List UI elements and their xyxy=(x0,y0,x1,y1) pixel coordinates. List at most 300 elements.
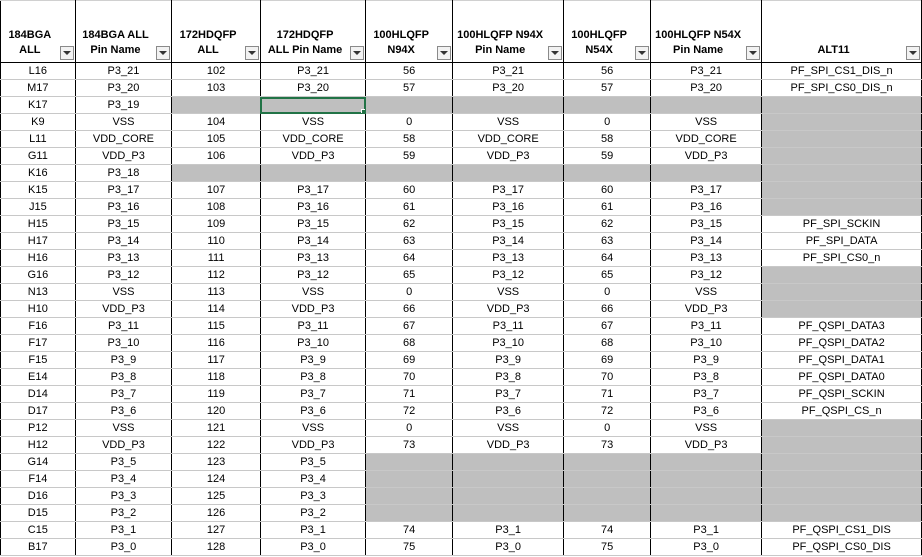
table-cell[interactable]: P3_21 xyxy=(260,63,365,80)
filter-dropdown-button[interactable] xyxy=(906,46,920,60)
table-cell[interactable]: 58 xyxy=(366,131,453,148)
table-cell[interactable]: VSS xyxy=(260,114,365,131)
table-cell[interactable]: P3_6 xyxy=(651,403,762,420)
table-row xyxy=(1,165,922,182)
table-row xyxy=(1,454,922,471)
table-cell[interactable]: PF_SPI_CS1_DIS_n xyxy=(762,63,922,80)
table-cell[interactable]: 73 xyxy=(564,437,651,454)
table-cell[interactable]: P3_8 xyxy=(453,369,564,386)
table-cell[interactable]: P3_9 xyxy=(260,352,365,369)
table-cell[interactable]: VSS xyxy=(453,284,564,301)
table-cell[interactable]: P3_1 xyxy=(651,522,762,539)
table-cell[interactable]: P3_5 xyxy=(75,454,172,471)
table-cell[interactable]: 121 xyxy=(172,420,261,437)
table-cell[interactable]: P3_18 xyxy=(75,165,172,182)
filter-dropdown-button[interactable] xyxy=(437,46,451,60)
table-cell[interactable]: 110 xyxy=(172,233,261,250)
table-row xyxy=(1,199,922,216)
table-cell[interactable]: 0 xyxy=(366,114,453,131)
table-row xyxy=(1,301,922,318)
table-cell[interactable] xyxy=(762,97,922,114)
table-cell[interactable]: P3_20 xyxy=(453,80,564,97)
table-cell[interactable]: 65 xyxy=(366,267,453,284)
table-cell[interactable]: P3_15 xyxy=(453,216,564,233)
table-cell[interactable]: H12 xyxy=(1,437,76,454)
table-cell[interactable]: 105 xyxy=(172,131,261,148)
table-cell[interactable]: P3_16 xyxy=(453,199,564,216)
table-cell[interactable]: 68 xyxy=(564,335,651,352)
table-cell[interactable]: P3_6 xyxy=(260,403,365,420)
table-cell[interactable]: C15 xyxy=(1,522,76,539)
table-cell[interactable] xyxy=(762,267,922,284)
table-cell[interactable]: P3_14 xyxy=(260,233,365,250)
table-cell[interactable] xyxy=(762,114,922,131)
table-cell[interactable]: 125 xyxy=(172,488,261,505)
table-cell[interactable]: VSS xyxy=(75,420,172,437)
table-cell[interactable]: P3_10 xyxy=(75,335,172,352)
table-cell[interactable]: P3_6 xyxy=(453,403,564,420)
table-cell[interactable]: VDD_CORE xyxy=(260,131,365,148)
table-cell[interactable] xyxy=(366,471,453,488)
table-cell[interactable] xyxy=(366,505,453,522)
table-cell[interactable]: 71 xyxy=(564,386,651,403)
table-cell[interactable]: PF_SPI_SCKIN xyxy=(762,216,922,233)
table-cell[interactable] xyxy=(453,97,564,114)
table-cell[interactable]: P3_14 xyxy=(453,233,564,250)
table-cell[interactable]: E14 xyxy=(1,369,76,386)
table-cell[interactable]: P3_7 xyxy=(75,386,172,403)
chevron-down-icon xyxy=(159,51,167,55)
table-cell[interactable]: PF_QSPI_SCKIN xyxy=(762,386,922,403)
table-row xyxy=(1,114,922,131)
filter-dropdown-button[interactable] xyxy=(156,46,170,60)
table-cell[interactable]: P3_10 xyxy=(453,335,564,352)
table-cell[interactable]: P3_0 xyxy=(75,539,172,556)
table-cell[interactable]: 68 xyxy=(366,335,453,352)
table-cell[interactable]: P3_21 xyxy=(75,63,172,80)
column-header[interactable] xyxy=(75,1,172,63)
table-cell[interactable]: P3_9 xyxy=(453,352,564,369)
table-cell[interactable]: P3_7 xyxy=(453,386,564,403)
table-cell[interactable]: 69 xyxy=(366,352,453,369)
table-cell[interactable] xyxy=(564,165,651,182)
table-cell[interactable]: G16 xyxy=(1,267,76,284)
table-cell[interactable]: PF_QSPI_CS_n xyxy=(762,403,922,420)
table-cell[interactable]: PF_QSPI_CS1_DIS xyxy=(762,522,922,539)
table-cell[interactable]: P3_20 xyxy=(651,80,762,97)
table-cell[interactable]: L16 xyxy=(1,63,76,80)
table-cell[interactable]: H17 xyxy=(1,233,76,250)
table-cell[interactable]: 102 xyxy=(172,63,261,80)
table-cell[interactable]: P3_21 xyxy=(651,63,762,80)
table-cell[interactable]: 120 xyxy=(172,403,261,420)
table-cell[interactable]: P3_11 xyxy=(75,318,172,335)
table-cell[interactable]: PF_QSPI_DATA3 xyxy=(762,318,922,335)
table-cell[interactable] xyxy=(260,165,365,182)
table-cell[interactable]: VDD_CORE xyxy=(75,131,172,148)
table-cell[interactable]: 62 xyxy=(366,216,453,233)
table-cell[interactable]: VDD_CORE xyxy=(651,131,762,148)
table-cell[interactable] xyxy=(762,182,922,199)
table-cell[interactable]: 122 xyxy=(172,437,261,454)
table-cell[interactable]: D16 xyxy=(1,488,76,505)
table-cell[interactable]: P3_20 xyxy=(260,80,365,97)
table-cell[interactable] xyxy=(651,454,762,471)
table-cell[interactable]: P12 xyxy=(1,420,76,437)
table-cell[interactable]: M17 xyxy=(1,80,76,97)
table-cell[interactable]: P3_11 xyxy=(453,318,564,335)
table-cell[interactable] xyxy=(453,471,564,488)
table-cell[interactable]: P3_11 xyxy=(260,318,365,335)
table-cell[interactable] xyxy=(762,301,922,318)
table-cell[interactable] xyxy=(366,165,453,182)
table-cell[interactable] xyxy=(762,488,922,505)
table-cell[interactable]: P3_2 xyxy=(260,505,365,522)
table-cell[interactable]: 128 xyxy=(172,539,261,556)
table-cell[interactable]: 57 xyxy=(564,80,651,97)
table-cell[interactable]: D15 xyxy=(1,505,76,522)
table-cell[interactable]: P3_11 xyxy=(651,318,762,335)
table-cell[interactable]: 104 xyxy=(172,114,261,131)
table-cell[interactable]: L11 xyxy=(1,131,76,148)
table-cell[interactable]: 115 xyxy=(172,318,261,335)
table-cell[interactable]: 124 xyxy=(172,471,261,488)
table-cell[interactable] xyxy=(651,505,762,522)
table-cell[interactable]: 60 xyxy=(564,182,651,199)
table-cell[interactable]: P3_6 xyxy=(75,403,172,420)
column-header[interactable] xyxy=(1,1,76,63)
table-cell[interactable] xyxy=(453,505,564,522)
table-cell[interactable]: P3_8 xyxy=(651,369,762,386)
table-cell[interactable]: P3_13 xyxy=(260,250,365,267)
filter-dropdown-button[interactable] xyxy=(60,46,74,60)
table-cell[interactable]: VDD_P3 xyxy=(75,148,172,165)
table-cell[interactable]: 0 xyxy=(564,114,651,131)
table-cell[interactable] xyxy=(651,165,762,182)
table-cell[interactable] xyxy=(366,488,453,505)
table-cell[interactable]: 65 xyxy=(564,267,651,284)
table-cell[interactable] xyxy=(453,488,564,505)
table-cell[interactable] xyxy=(762,454,922,471)
table-cell[interactable]: VDD_P3 xyxy=(260,301,365,318)
table-cell[interactable]: 72 xyxy=(564,403,651,420)
table-cell[interactable]: 113 xyxy=(172,284,261,301)
column-header[interactable] xyxy=(366,1,453,63)
table-row xyxy=(1,284,922,301)
table-cell[interactable]: H10 xyxy=(1,301,76,318)
table-cell[interactable]: P3_8 xyxy=(75,369,172,386)
table-cell[interactable]: 117 xyxy=(172,352,261,369)
table-cell[interactable] xyxy=(172,165,261,182)
table-cell[interactable]: 106 xyxy=(172,148,261,165)
table-cell[interactable]: 63 xyxy=(564,233,651,250)
table-cell[interactable]: P3_15 xyxy=(651,216,762,233)
table-cell[interactable]: P3_19 xyxy=(75,97,172,114)
table-cell[interactable]: 66 xyxy=(366,301,453,318)
sheet-body xyxy=(1,63,922,556)
table-cell[interactable]: G14 xyxy=(1,454,76,471)
table-cell[interactable]: 0 xyxy=(564,284,651,301)
table-cell[interactable]: 56 xyxy=(564,63,651,80)
chevron-down-icon xyxy=(63,51,71,55)
table-cell[interactable]: P3_13 xyxy=(453,250,564,267)
table-cell[interactable]: D14 xyxy=(1,386,76,403)
table-cell[interactable]: 69 xyxy=(564,352,651,369)
table-cell[interactable]: P3_21 xyxy=(453,63,564,80)
table-cell[interactable] xyxy=(762,471,922,488)
table-cell[interactable]: P3_3 xyxy=(75,488,172,505)
table-cell[interactable]: P3_1 xyxy=(453,522,564,539)
table-cell[interactable]: P3_12 xyxy=(651,267,762,284)
table-cell[interactable]: H16 xyxy=(1,250,76,267)
table-cell[interactable]: PF_QSPI_DATA2 xyxy=(762,335,922,352)
table-cell[interactable] xyxy=(366,454,453,471)
table-cell[interactable]: 64 xyxy=(564,250,651,267)
table-cell[interactable] xyxy=(564,488,651,505)
table-cell[interactable]: 75 xyxy=(564,539,651,556)
table-cell[interactable] xyxy=(762,165,922,182)
table-cell[interactable] xyxy=(762,284,922,301)
table-cell[interactable]: VDD_P3 xyxy=(651,301,762,318)
column-header[interactable] xyxy=(762,1,922,63)
table-cell[interactable]: P3_17 xyxy=(453,182,564,199)
table-cell[interactable]: PF_QSPI_CS0_DIS xyxy=(762,539,922,556)
table-cell[interactable]: P3_14 xyxy=(75,233,172,250)
table-cell[interactable]: 118 xyxy=(172,369,261,386)
table-cell[interactable] xyxy=(762,420,922,437)
filter-dropdown-button[interactable] xyxy=(746,46,760,60)
column-header-text: ALL xyxy=(19,44,41,56)
table-cell[interactable]: P3_10 xyxy=(260,335,365,352)
table-cell[interactable]: P3_13 xyxy=(75,250,172,267)
table-cell[interactable]: VDD_CORE xyxy=(453,131,564,148)
table-cell[interactable]: 71 xyxy=(366,386,453,403)
table-cell[interactable] xyxy=(564,505,651,522)
table-cell[interactable]: PF_QSPI_DATA1 xyxy=(762,352,922,369)
table-cell[interactable]: P3_12 xyxy=(75,267,172,284)
table-cell[interactable]: P3_14 xyxy=(651,233,762,250)
table-cell[interactable] xyxy=(762,505,922,522)
filter-dropdown-button[interactable] xyxy=(350,46,364,60)
table-cell[interactable]: P3_4 xyxy=(75,471,172,488)
table-cell[interactable]: 111 xyxy=(172,250,261,267)
table-cell[interactable]: P3_4 xyxy=(260,471,365,488)
column-header-text: 184BGA xyxy=(8,29,52,41)
table-cell[interactable]: P3_17 xyxy=(651,182,762,199)
table-cell[interactable]: P3_15 xyxy=(75,216,172,233)
column-header[interactable] xyxy=(564,1,651,63)
table-cell[interactable]: P3_12 xyxy=(453,267,564,284)
table-cell[interactable]: 56 xyxy=(366,63,453,80)
table-cell[interactable] xyxy=(453,454,564,471)
table-cell[interactable] xyxy=(564,471,651,488)
table-cell[interactable] xyxy=(762,199,922,216)
table-cell[interactable]: F16 xyxy=(1,318,76,335)
table-cell[interactable]: 66 xyxy=(564,301,651,318)
table-cell[interactable]: 72 xyxy=(366,403,453,420)
table-cell[interactable]: F17 xyxy=(1,335,76,352)
table-cell[interactable]: 70 xyxy=(564,369,651,386)
table-cell[interactable]: 116 xyxy=(172,335,261,352)
table-cell[interactable]: 103 xyxy=(172,80,261,97)
table-cell[interactable]: H15 xyxy=(1,216,76,233)
table-cell[interactable]: 119 xyxy=(172,386,261,403)
table-cell[interactable]: P3_3 xyxy=(260,488,365,505)
table-cell[interactable]: VDD_P3 xyxy=(260,148,365,165)
filter-dropdown-button[interactable] xyxy=(245,46,259,60)
column-header[interactable] xyxy=(172,1,261,63)
table-cell[interactable]: P3_1 xyxy=(75,522,172,539)
table-cell[interactable]: PF_SPI_CS0_n xyxy=(762,250,922,267)
table-cell[interactable]: P3_17 xyxy=(75,182,172,199)
table-cell[interactable]: K16 xyxy=(1,165,76,182)
table-cell[interactable]: P3_16 xyxy=(260,199,365,216)
table-cell[interactable]: VDD_P3 xyxy=(453,437,564,454)
table-cell[interactable]: P3_1 xyxy=(260,522,365,539)
table-cell[interactable]: 107 xyxy=(172,182,261,199)
table-cell[interactable] xyxy=(564,454,651,471)
table-cell[interactable]: 64 xyxy=(366,250,453,267)
table-cell[interactable]: VSS xyxy=(75,284,172,301)
table-cell[interactable]: P3_15 xyxy=(260,216,365,233)
table-cell[interactable]: 60 xyxy=(366,182,453,199)
table-cell[interactable] xyxy=(651,97,762,114)
table-cell[interactable]: P3_2 xyxy=(75,505,172,522)
table-cell[interactable]: VDD_P3 xyxy=(453,148,564,165)
table-cell[interactable]: 126 xyxy=(172,505,261,522)
table-cell[interactable]: 114 xyxy=(172,301,261,318)
table-cell[interactable]: VSS xyxy=(453,114,564,131)
table-cell[interactable] xyxy=(651,488,762,505)
table-cell[interactable]: 74 xyxy=(366,522,453,539)
table-cell[interactable]: 61 xyxy=(366,199,453,216)
table-cell[interactable]: G11 xyxy=(1,148,76,165)
table-cell[interactable]: 59 xyxy=(564,148,651,165)
table-cell[interactable]: VSS xyxy=(651,114,762,131)
table-row xyxy=(1,539,922,556)
table-cell[interactable] xyxy=(762,437,922,454)
table-cell[interactable]: 62 xyxy=(564,216,651,233)
table-cell[interactable]: P3_13 xyxy=(651,250,762,267)
column-header[interactable] xyxy=(453,1,564,63)
table-cell[interactable]: VDD_P3 xyxy=(75,437,172,454)
filter-dropdown-button[interactable] xyxy=(548,46,562,60)
selected-cell[interactable] xyxy=(260,97,365,114)
table-cell[interactable]: P3_16 xyxy=(75,199,172,216)
table-cell[interactable]: VDD_P3 xyxy=(453,301,564,318)
table-cell[interactable]: K9 xyxy=(1,114,76,131)
table-cell[interactable]: 58 xyxy=(564,131,651,148)
table-cell[interactable]: VSS xyxy=(260,420,365,437)
table-cell[interactable]: PF_QSPI_DATA0 xyxy=(762,369,922,386)
table-cell[interactable]: VDD_P3 xyxy=(260,437,365,454)
table-cell[interactable]: P3_17 xyxy=(260,182,365,199)
table-cell[interactable]: 67 xyxy=(366,318,453,335)
table-cell[interactable]: P3_7 xyxy=(651,386,762,403)
table-cell[interactable]: 67 xyxy=(564,318,651,335)
table-row xyxy=(1,471,922,488)
table-cell[interactable] xyxy=(762,148,922,165)
table-cell[interactable]: N13 xyxy=(1,284,76,301)
table-cell[interactable]: 73 xyxy=(366,437,453,454)
table-cell[interactable]: B17 xyxy=(1,539,76,556)
table-cell[interactable]: VSS xyxy=(260,284,365,301)
table-cell[interactable]: VDD_P3 xyxy=(651,437,762,454)
table-cell[interactable]: 59 xyxy=(366,148,453,165)
table-cell[interactable] xyxy=(366,97,453,114)
table-cell[interactable]: P3_9 xyxy=(651,352,762,369)
table-cell[interactable]: P3_10 xyxy=(651,335,762,352)
table-cell[interactable]: 127 xyxy=(172,522,261,539)
table-cell[interactable]: F15 xyxy=(1,352,76,369)
table-cell[interactable]: 112 xyxy=(172,267,261,284)
table-cell[interactable]: J15 xyxy=(1,199,76,216)
table-cell[interactable]: K15 xyxy=(1,182,76,199)
table-cell[interactable]: 123 xyxy=(172,454,261,471)
column-header-label xyxy=(651,28,761,62)
table-cell[interactable]: P3_12 xyxy=(260,267,365,284)
table-cell[interactable]: VSS xyxy=(651,420,762,437)
table-cell[interactable]: P3_20 xyxy=(75,80,172,97)
table-row xyxy=(1,80,922,97)
table-cell[interactable] xyxy=(172,97,261,114)
table-cell[interactable]: P3_0 xyxy=(453,539,564,556)
table-cell[interactable] xyxy=(564,97,651,114)
table-cell[interactable]: PF_SPI_DATA xyxy=(762,233,922,250)
table-cell[interactable]: 108 xyxy=(172,199,261,216)
column-header-text: ALL xyxy=(197,44,219,56)
column-header-text: 100HLQFP N54X xyxy=(655,29,742,41)
table-cell[interactable]: 75 xyxy=(366,539,453,556)
table-cell[interactable]: D17 xyxy=(1,403,76,420)
filter-dropdown-button[interactable] xyxy=(635,46,649,60)
table-cell[interactable]: P3_8 xyxy=(260,369,365,386)
table-cell[interactable]: VSS xyxy=(453,420,564,437)
table-cell[interactable]: P3_0 xyxy=(260,539,365,556)
table-cell[interactable]: VDD_P3 xyxy=(75,301,172,318)
table-cell[interactable] xyxy=(762,131,922,148)
table-cell[interactable]: VSS xyxy=(651,284,762,301)
column-header-text: ALT11 xyxy=(817,44,850,56)
table-cell[interactable]: 0 xyxy=(366,284,453,301)
table-cell[interactable] xyxy=(453,165,564,182)
table-cell[interactable]: VDD_P3 xyxy=(651,148,762,165)
table-cell[interactable]: 70 xyxy=(366,369,453,386)
table-cell[interactable]: 61 xyxy=(564,199,651,216)
table-cell[interactable]: 57 xyxy=(366,80,453,97)
table-cell[interactable]: 0 xyxy=(564,420,651,437)
table-cell[interactable]: P3_5 xyxy=(260,454,365,471)
table-cell[interactable]: P3_0 xyxy=(651,539,762,556)
table-cell[interactable]: P3_9 xyxy=(75,352,172,369)
table-cell[interactable] xyxy=(651,471,762,488)
table-cell[interactable]: K17 xyxy=(1,97,76,114)
table-cell[interactable]: VSS xyxy=(75,114,172,131)
table-cell[interactable]: 0 xyxy=(366,420,453,437)
table-cell[interactable]: 74 xyxy=(564,522,651,539)
column-header-text: Pin Name xyxy=(90,44,141,56)
table-cell[interactable]: F14 xyxy=(1,471,76,488)
column-header[interactable] xyxy=(260,1,365,63)
column-header[interactable] xyxy=(651,1,762,63)
table-cell[interactable]: 109 xyxy=(172,216,261,233)
column-header-text: Pin Name xyxy=(673,44,724,56)
table-cell[interactable]: P3_7 xyxy=(260,386,365,403)
table-cell[interactable]: PF_SPI_CS0_DIS_n xyxy=(762,80,922,97)
table-cell[interactable]: P3_16 xyxy=(651,199,762,216)
table-row xyxy=(1,488,922,505)
table-cell[interactable]: 63 xyxy=(366,233,453,250)
